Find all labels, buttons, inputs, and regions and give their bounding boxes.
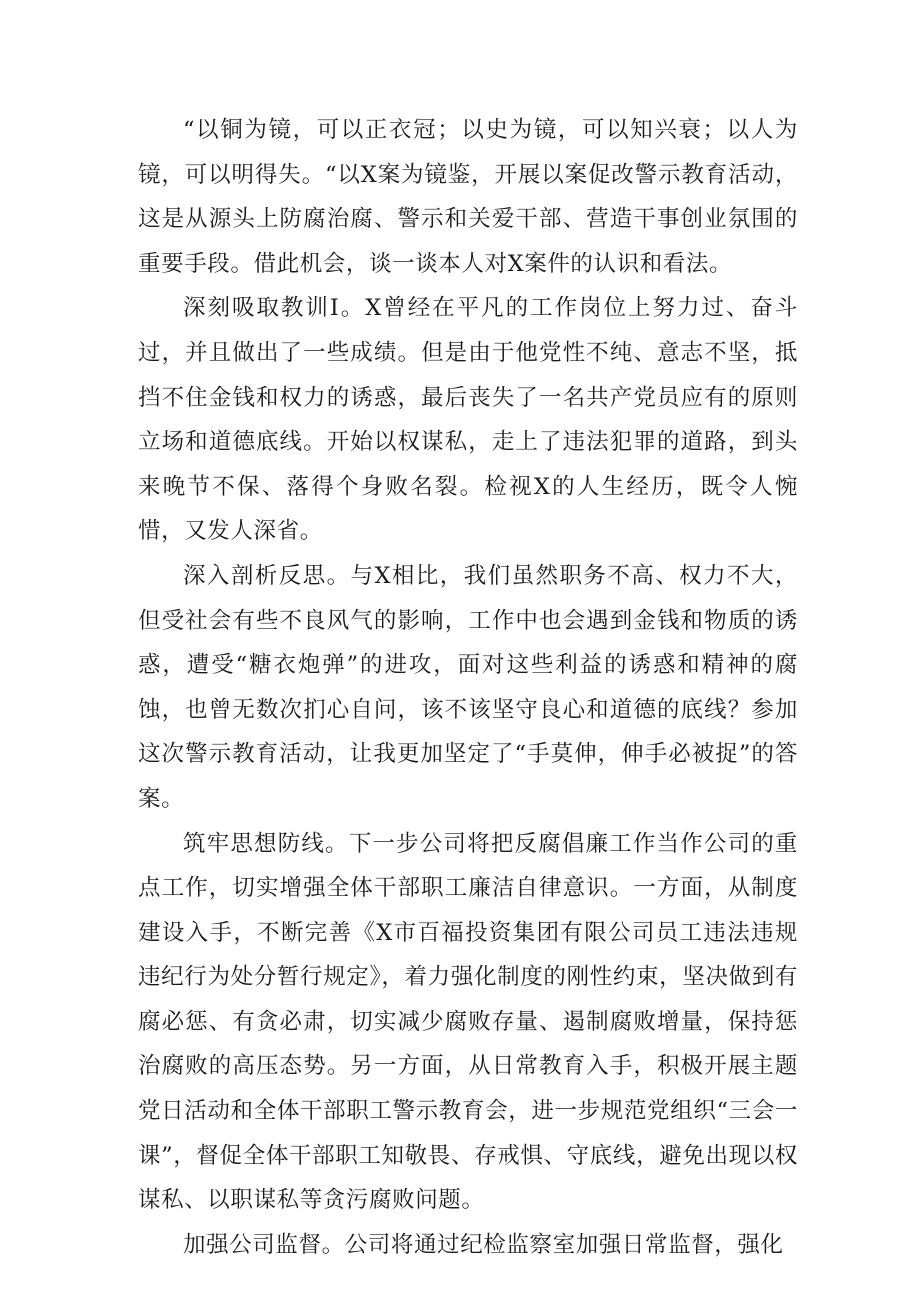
paragraph-reflection: 深入剖析反思。与X相比，我们虽然职务不高、权力不大，但受社会有些不良风气的影响，工作中也会遇到金钱和物质的诱惑，遭受“糖衣炮弹”的进攻，面对这些利益的诱惑和精神的腐蚀，也曾无数次扪心自问，该不该坚守良心和道德的底线？参加这次警示教育活动，让我更加坚定了“手莫伸，伸手必被捉”的答案。 <box>138 562 798 812</box>
paragraph-mirror-quote: “以铜为镜，可以正衣冠；以史为镜，可以知兴衰；以人为镜，可以明得失。“以X案为镜鉴，开展以案促改警示教育活动，这是从源头上防腐治腐、警示和关爱干部、营造干事创业氛围的重要手段。借此机会，谈一谈本人对X案件的认识和看法。 <box>138 117 798 277</box>
document-body <box>138 108 798 1267</box>
paragraph-lessons: 深刻吸取教训I。X曾经在平凡的工作岗位上努力过、奋斗过，并且做出了一些成绩。但是由于他党性不纯、意志不坚，抵挡不住金钱和权力的诱惑，最后丧失了一名共产党员应有的原则立场和道德底线。开始以权谋私，走上了违法犯罪的道路，到头来晚节不保、落得个身败名裂。检视X的人生经历，既令人惋惜，又发人深省。 <box>138 295 798 545</box>
paragraph-ideological-defense: 筑牢思想防线。下一步公司将把反腐倡廉工作当作公司的重点工作，切实增强全体干部职工廉洁自律意识。一方面，从制度建设入手，不断完善《X市百福投资集团有限公司员工违法违规违纪行为处分暂行规定》，着力强化制度的刚性约束，坚决做到有腐必惩、有贪必肃，切实减少腐败存量、遏制腐败增量，保持惩治腐败的高压态势。另一方面，从日常教育入手，积极开展主题党日活动和全体干部职工警示教育会，进一步规范党组织“三会一课”，督促全体干部职工知敬畏、存戒惧、守底线，避免出现以权谋私、以职谋私等贪污腐败问题。 <box>138 830 798 1214</box>
paragraph-supervision: 加强公司监督。公司将通过纪检监察室加强日常监督，强化 <box>183 1231 784 1258</box>
